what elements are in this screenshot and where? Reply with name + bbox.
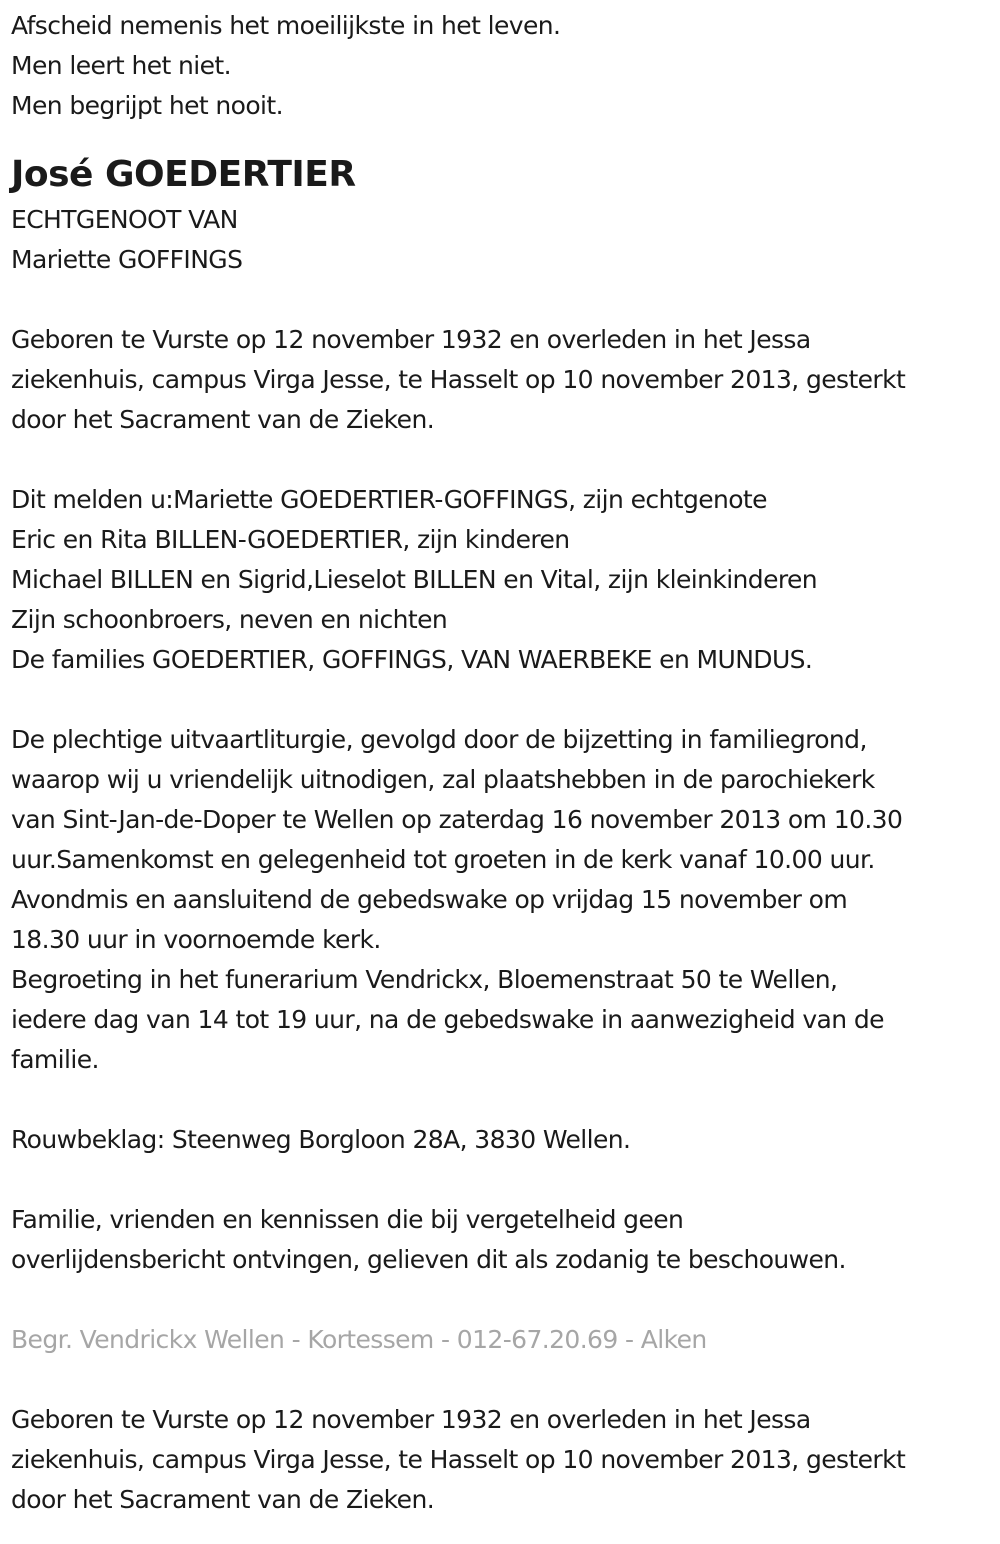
notice-paragraph [11, 1200, 1000, 1280]
birth-death-paragraph-repeat [11, 1400, 1000, 1520]
paragraph-line: Dit melden u:Mariette GOEDERTIER-GOFFINGS, zijn echtgenote [11, 485, 767, 514]
paragraph-line: De plechtige uitvaartliturgie, gevolgd door de bijzetting in familiegrond, [11, 725, 867, 754]
undertaker-line [11, 1320, 1000, 1360]
paragraph-line: door het Sacrament van de Zieken. [11, 1485, 435, 1514]
paragraph-line: Geboren te Vurste op 12 november 1932 en overleden in het Jessa [11, 1405, 811, 1434]
paragraph-line: iedere dag van 14 tot 19 uur, na de gebedswake in aanwezigheid van de [11, 1005, 884, 1034]
paragraph-line: Avondmis en aansluitend de gebedswake op vrijdag 15 november om [11, 885, 848, 914]
spouse-label: ECHTGENOOT VAN [11, 205, 238, 234]
paragraph-line: 18.30 uur in voornoemde kerk. [11, 925, 381, 954]
paragraph-line: Geboren te Vurste op 12 november 1932 en overleden in het Jessa [11, 325, 811, 354]
paragraph-line: ziekenhuis, campus Virga Jesse, te Hasselt op 10 november 2013, gesterkt [11, 1445, 906, 1474]
spouse-block [11, 200, 1000, 280]
birth-death-paragraph [11, 320, 1000, 440]
undertaker-text: Begr. Vendrickx Wellen - Kortessem - 012-67.20.69 - Alken [11, 1325, 707, 1354]
paragraph-line: door het Sacrament van de Zieken. [11, 405, 435, 434]
paragraph-line: Begroeting in het funerarium Vendrickx, Bloemenstraat 50 te Wellen, [11, 965, 838, 994]
intro-line: Men begrijpt het nooit. [11, 91, 283, 120]
paragraph-line: Rouwbeklag: Steenweg Borgloon 28A, 3830 Wellen. [11, 1125, 631, 1154]
paragraph-line: overlijdensbericht ontvingen, gelieven dit als zodanig te beschouwen. [11, 1245, 846, 1274]
spouse-name: Mariette GOFFINGS [11, 245, 243, 274]
intro-line: Afscheid nemenis het moeilijkste in het leven. [11, 11, 561, 40]
paragraph-line: waarop wij u vriendelijk uitnodigen, zal plaatshebben in de parochiekerk [11, 765, 875, 794]
paragraph-line: Michael BILLEN en Sigrid,Lieselot BILLEN en Vital, zijn kleinkinderen [11, 565, 818, 594]
paragraph-line: familie. [11, 1045, 99, 1074]
paragraph-line: Familie, vrienden en kennissen die bij vergetelheid geen [11, 1205, 684, 1234]
paragraph-line: Eric en Rita BILLEN-GOEDERTIER, zijn kinderen [11, 525, 570, 554]
intro-quote [11, 6, 1000, 126]
paragraph-line: Zijn schoonbroers, neven en nichten [11, 605, 448, 634]
paragraph-line: uur.Samenkomst en gelegenheid tot groeten in de kerk vanaf 10.00 uur. [11, 845, 875, 874]
condolence-address [11, 1120, 1000, 1160]
paragraph-line: van Sint-Jan-de-Doper te Wellen op zaterdag 16 november 2013 om 10.30 [11, 805, 903, 834]
paragraph-line: ziekenhuis, campus Virga Jesse, te Hasselt op 10 november 2013, gesterkt [11, 365, 906, 394]
family-paragraph [11, 480, 1000, 680]
paragraph-line: De families GOEDERTIER, GOFFINGS, VAN WAERBEKE en MUNDUS. [11, 645, 813, 674]
intro-line: Men leert het niet. [11, 51, 231, 80]
ceremony-paragraph [11, 720, 1000, 1080]
deceased-name: José GOEDERTIER [11, 154, 356, 195]
